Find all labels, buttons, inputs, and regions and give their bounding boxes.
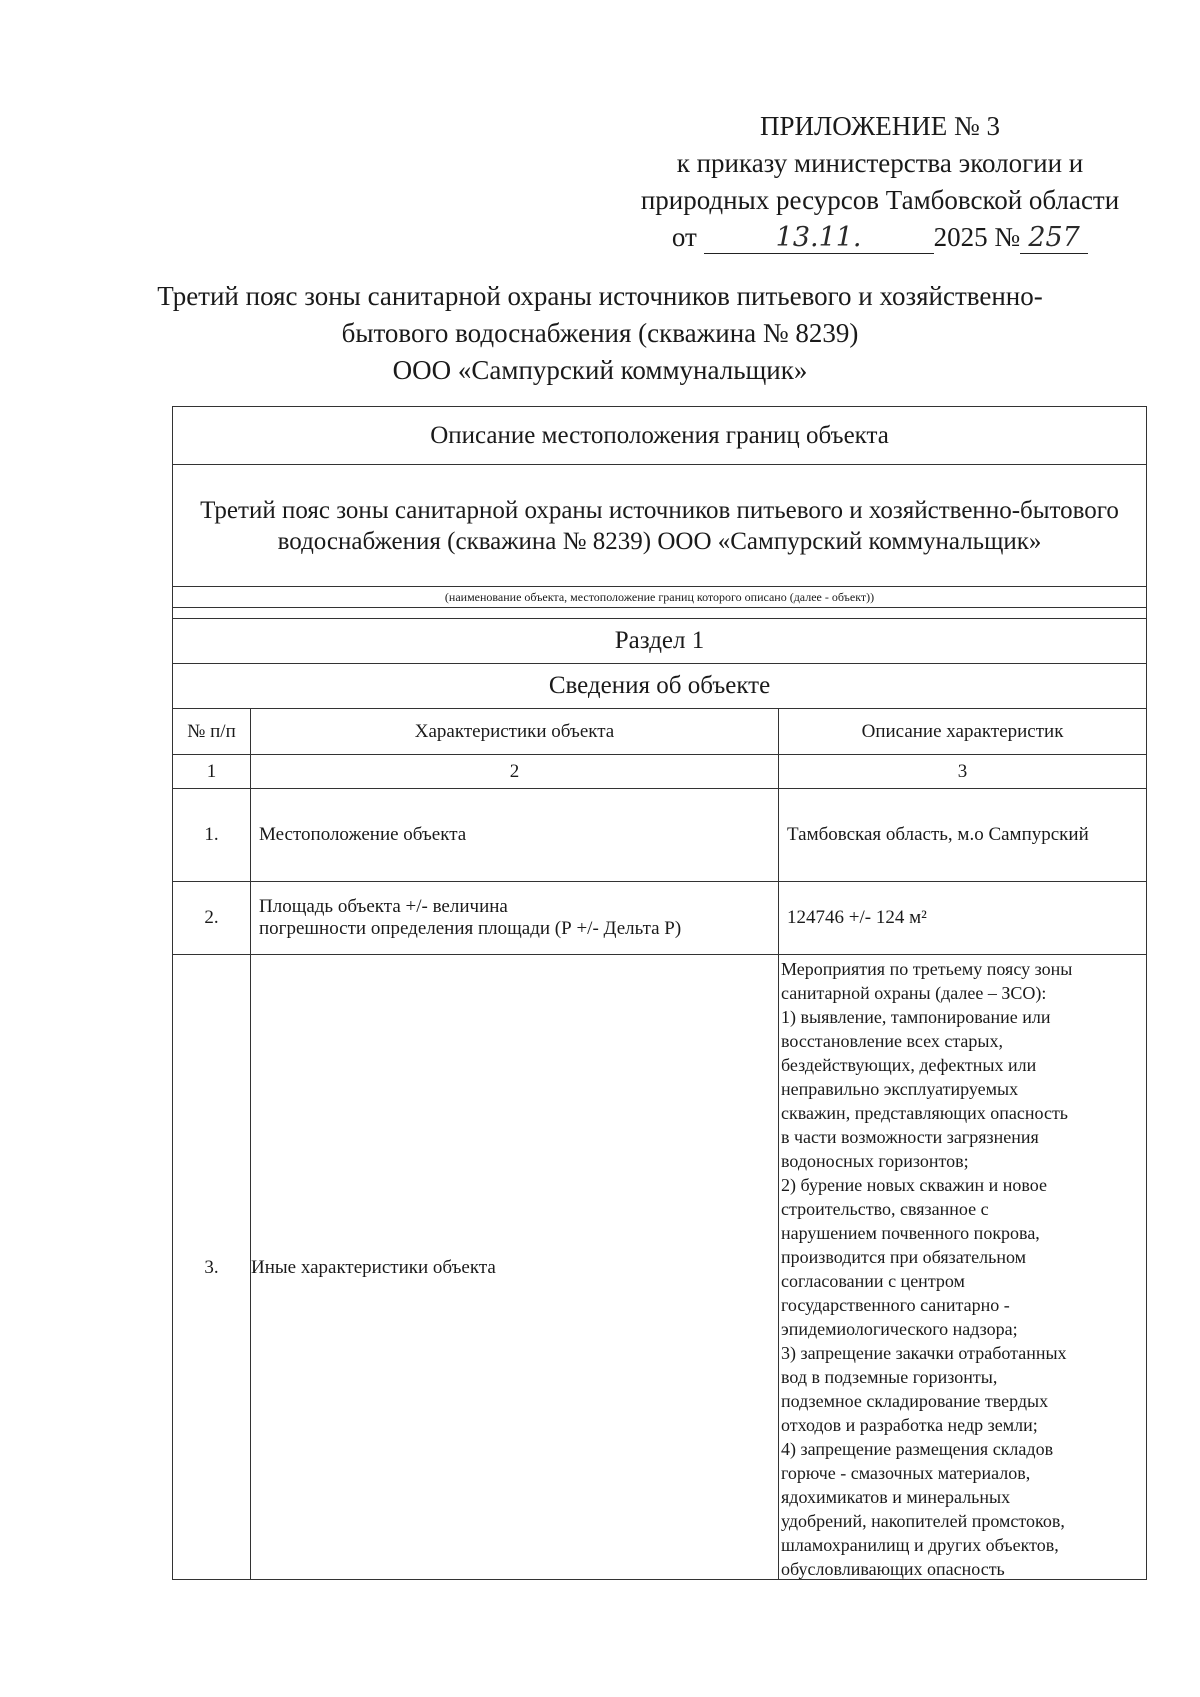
row-characteristic: Иные характеристики объекта xyxy=(251,955,779,1580)
table-row xyxy=(173,882,1147,955)
row-number: 3. xyxy=(173,955,251,1580)
description-line: удобрений, накопителей промстоков, xyxy=(781,1511,1065,1531)
column-number-3: 3 xyxy=(779,755,1147,789)
row-number: 2. xyxy=(173,882,251,955)
description-line: 4) запрещение размещения складов xyxy=(781,1439,1054,1459)
appendix-date-line xyxy=(600,219,1160,256)
handwritten-number: 257 xyxy=(1020,223,1088,254)
handwritten-date: 13.11. xyxy=(704,223,934,254)
appendix-block xyxy=(600,108,1160,256)
description-line: 2) бурение новых скважин и новое xyxy=(781,1175,1047,1195)
table-row xyxy=(173,955,1147,1580)
row-number: 1. xyxy=(173,789,251,882)
appendix-order-line: к приказу министерства экологии и xyxy=(676,148,1084,178)
description-line: шламохранилищ и других объектов, xyxy=(781,1535,1059,1555)
table-header: Описание местоположения границ объекта xyxy=(173,407,1147,465)
object-name-note: (наименование объекта, местоположение границ которого описано (далее - объект)) xyxy=(173,587,1147,608)
column-number-2: 2 xyxy=(251,755,779,789)
description-line: подземное складирование твердых xyxy=(781,1391,1049,1411)
document-title xyxy=(150,278,1050,389)
description-line: Мероприятия по третьему поясу зоны xyxy=(781,959,1073,979)
column-header-characteristic: Характеристики объекта xyxy=(251,709,779,755)
section-number: Раздел 1 xyxy=(173,619,1147,664)
description-line: 3) запрещение закачки отработанных xyxy=(781,1343,1067,1363)
description-line: производится при обязательном xyxy=(781,1247,1026,1267)
column-header-number: № п/п xyxy=(173,709,251,755)
description-line: ядохимикатов и минеральных xyxy=(781,1487,1011,1507)
description-line: нарушением почвенного покрова, xyxy=(781,1223,1040,1243)
row-characteristic-line-1: Площадь объекта +/- величина xyxy=(259,896,508,917)
column-header-description: Описание характеристик xyxy=(779,709,1147,755)
table-spacer xyxy=(173,608,1147,619)
description-line: 1) выявление, тампонирование или xyxy=(781,1007,1051,1027)
row-characteristic xyxy=(251,882,779,955)
appendix-title: ПРИЛОЖЕНИЕ № 3 xyxy=(759,111,1001,141)
description-line: горюче - смазочных материалов, xyxy=(781,1463,1031,1483)
title-line-3: ООО «Сампурский коммунальщик» xyxy=(392,355,808,385)
row-characteristic: Местоположение объекта xyxy=(251,789,779,882)
table-row xyxy=(173,789,1147,882)
measures-description xyxy=(779,955,1146,1579)
description-line: обусловливающих опасность xyxy=(781,1559,1005,1579)
appendix-ministry-line: природных ресурсов Тамбовской области xyxy=(640,185,1120,215)
description-line: отходов и разработка недр земли; xyxy=(781,1415,1038,1435)
year-number-label: 2025 № xyxy=(933,222,1021,252)
row-description: 124746 +/- 124 м² xyxy=(779,882,1147,955)
description-line: неправильно эксплуатируемых xyxy=(781,1079,1019,1099)
description-line: государственного санитарно - xyxy=(781,1295,1010,1315)
row-description xyxy=(779,955,1147,1580)
description-line: санитарной охраны (далее – ЗСО): xyxy=(781,983,1047,1003)
description-line: эпидемиологического надзора; xyxy=(781,1319,1018,1339)
description-line: вод в подземные горизонты, xyxy=(781,1367,998,1387)
description-line: строительство, связанное с xyxy=(781,1199,989,1219)
boundary-description-table xyxy=(172,406,1147,1580)
column-number-1: 1 xyxy=(173,755,251,789)
date-prefix: от xyxy=(671,222,697,252)
description-line: бездействующих, дефектных или xyxy=(781,1055,1037,1075)
description-line: восстановление всех старых, xyxy=(781,1031,1004,1051)
section-title: Сведения об объекте xyxy=(173,664,1147,709)
row-characteristic-line-2: погрешности определения площади (Р +/- Дельта Р) xyxy=(259,918,682,939)
title-line-2: бытового водоснабжения (скважина № 8239) xyxy=(341,318,859,348)
description-line: водоносных горизонтов; xyxy=(781,1151,969,1171)
title-line-1: Третий пояс зоны санитарной охраны источников питьевого и хозяйственно- xyxy=(157,281,1043,311)
description-line: в части возможности загрязнения xyxy=(781,1127,1039,1147)
description-line: согласовании с центром xyxy=(781,1271,965,1291)
object-name: Третий пояс зоны санитарной охраны источников питьевого и хозяйственно-бытового водоснабжения (скважина № 8239) ООО «Сампурский коммунальщик» xyxy=(173,465,1147,587)
description-line: скважин, представляющих опасность xyxy=(781,1103,1069,1123)
row-description: Тамбовская область, м.о Сампурский xyxy=(779,789,1147,882)
